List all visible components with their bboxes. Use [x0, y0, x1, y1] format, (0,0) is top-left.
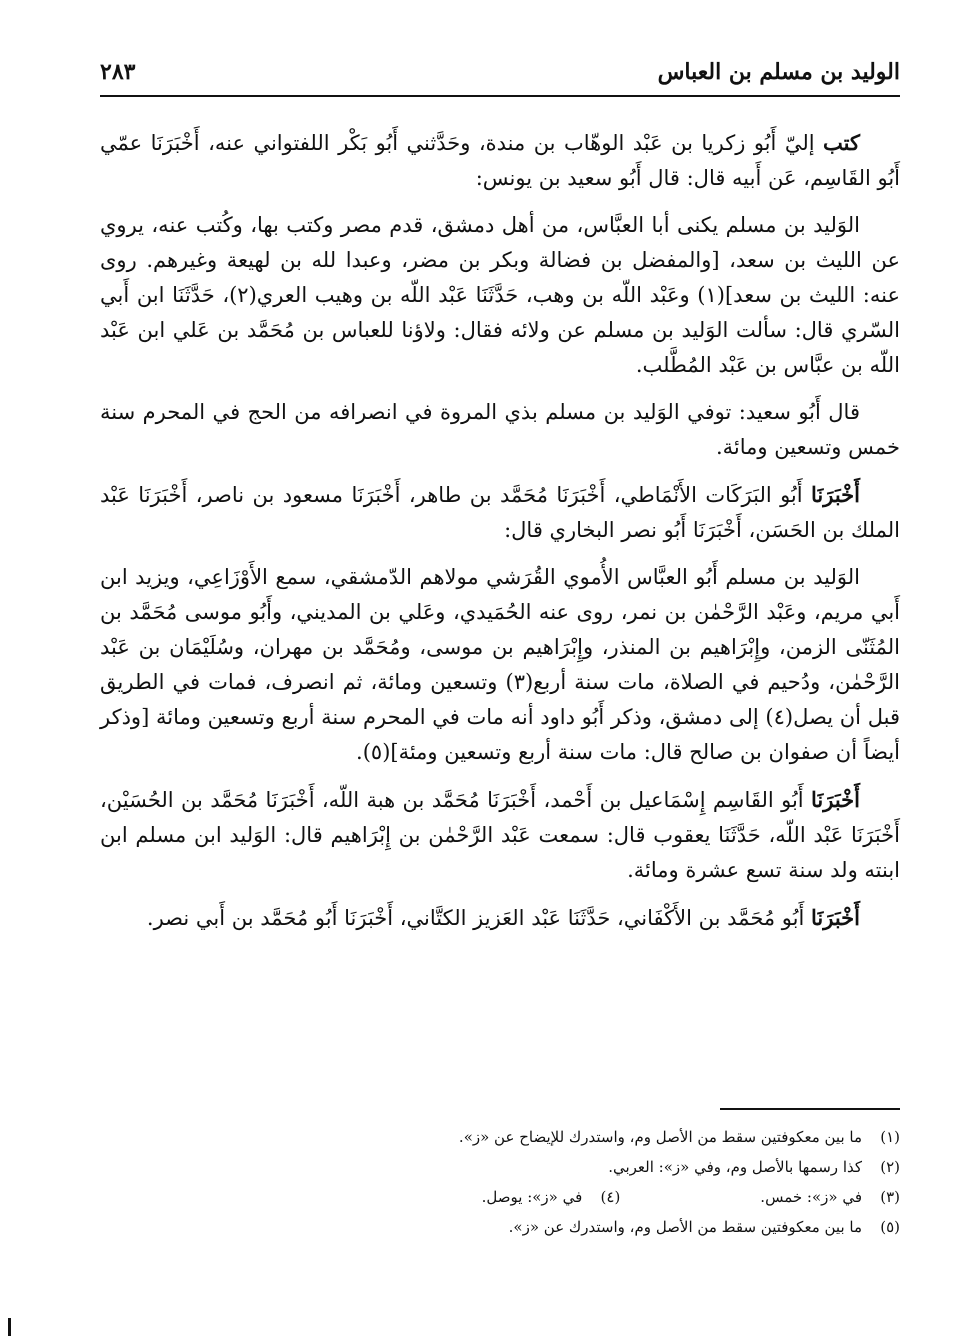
- paragraph: [100, 395, 900, 465]
- running-header: [100, 55, 900, 97]
- scan-edge-mark: [8, 1318, 11, 1336]
- paragraph-text: قال أَبُو سعيد: توفي الوَليد بن مسلم بذي المروة في انصرافه من الحج في المحرم سنة خمس وتسعين ومائة.: [100, 400, 900, 459]
- footnote: [100, 1212, 900, 1242]
- paragraph: [100, 208, 900, 383]
- footnote-number: (٥): [880, 1218, 900, 1236]
- footnotes: [100, 1122, 900, 1242]
- paragraph: [100, 125, 900, 196]
- paragraph-text: الوَليد بن مسلم يكنى أبا العبَّاس، من أهل دمشق، قدم مصر وكتب بها، وكُتب عنه، يروي عن الليث بن سعد، [والمفضل بن فضالة وبكر بن مضر، وعبدا لله بن لهيعة وغيرهم. روى عنه: الليث بن سعد](١) وعَبْد اللّه بن وهب، حَدَّثَنَا عَبْد اللّه بن وهيب العري(٢)، حَدَّثَنَا ابن أَبي السّري قال: سألت الوَليد بن مسلم عن ولائه فقال: ولاؤنا للعباس بن مُحَمَّد بن عَلي ابن عَبْد اللّه بن عبَّاس بن عَبْد المُطَّلب.: [100, 213, 900, 377]
- paragraph: [100, 560, 900, 770]
- footnote-text: في «ز»: خمس.: [760, 1188, 862, 1206]
- paragraph-text: إليّ أَبُو زكريا بن عَبْد الوهّاب بن مندة، وحَدَّثني أَبُو بَكْر اللفتواني عنه، أَخْبَرَنَا عمّي أَبُو القَاسِم، عَن أَبيه قال: قال أَبُو سعيد بن يونس:: [100, 131, 900, 190]
- footnote-text: ما بين معكوفتين سقط من الأصل وم، واستدرك للإيضاح عن «ز».: [458, 1128, 862, 1146]
- paragraph: [100, 782, 900, 888]
- paragraph: [100, 477, 900, 548]
- paragraph-text: أَبُو مُحَمَّد بن الأَكْفَاني، حَدَّثَنَا عَبْد العَزيز الكتَّاني، أَخْبَرَنَا أَبُو مُحَمَّد بن أَبي نصر.: [146, 906, 812, 930]
- paragraph-text: أَبُو القَاسِم إِسْمَاعيل بن أَحْمد، أَخْبَرَنَا مُحَمَّد بن هبة اللّه، أَخْبَرَنَا مُحَمَّد بن الحُسَيْن، أَخْبَرَنَا عَبْد اللّه، حَدَّثَنَا يعقوب قال: سمعت عَبْد الرَّحْمٰن بن إِبْرَاهيم قال: الوَليد ابن مسلم ابن ابنته ولد سنة تسع عشرة ومائة.: [100, 788, 900, 882]
- paragraph-text: أَبُو البَرَكَات الأَنْمَاطي، أَخْبَرَنَا مُحَمَّد بن طاهر، أَخْبَرَنَا مسعود بن ناصر، أَخْبَرَنَا عَبْد الملك بن الحَسَن، أَخْبَرَنَا أَبُو نصر البخاري قال:: [100, 483, 900, 542]
- paragraph-lead: أَخْبَرَنَا: [811, 905, 860, 930]
- paragraph-text: الوَليد بن مسلم أَبُو العبَّاس الأُموي القُرَشي مولاهم الدّمشقي، سمع الأَوْزَاعِي، ويزيد ابن أَبي مريم، وعَبْد الرَّحْمٰن بن نمر، روى عنه الحُمَيدي، وعَلي بن المديني، وأَبُو موسى مُحَمَّد بن المُثَنّى الزمن، وإِبْرَاهيم بن المنذر، وإِبْرَاهيم بن موسى، ومُحَمَّد بن مهران، وسُلَيْمَان بن عَبْد الرَّحْمٰن، ودُحيم في الصلاة، مات سنة أربع(٣) وتسعين ومائة، ثم انصرف، فمات في الطريق قبل أن يصل(٤) إلى دمشق، وذكر أَبُو داود أنه مات في المحرم سنة أربع وتسعين ومائة [وذكر أيضاً أن صفوان بن صالح قال: مات سنة أربع وتسعين ومئة](٥).: [100, 565, 900, 764]
- footnote: [100, 1182, 900, 1212]
- main-text: [100, 125, 900, 948]
- footnote-text: كذا رسمها بالأصل وم، وفي «ز»: العربي.: [608, 1158, 862, 1176]
- footnote-text: في «ز»: يوصل.: [481, 1188, 583, 1206]
- page-number: ٢٨٣: [100, 59, 136, 85]
- footnote-number: (٣): [880, 1188, 900, 1206]
- footnote-divider: [720, 1108, 900, 1110]
- footnote: [100, 1152, 900, 1182]
- paragraph-lead: أَخْبَرَنَا: [811, 787, 860, 812]
- running-title: الوليد بن مسلم بن العباس: [657, 59, 900, 85]
- paragraph: [100, 900, 900, 936]
- footnote: [100, 1122, 900, 1152]
- footnote-number: (١): [880, 1128, 900, 1146]
- paragraph-lead: كتب: [823, 130, 860, 155]
- paragraph-lead: أَخْبَرَنَا: [811, 482, 860, 507]
- footnote-number: (٢): [880, 1158, 900, 1176]
- footnote-text: ما بين معكوفتين سقط من الأصل وم، واستدرك عن «ز».: [508, 1218, 862, 1236]
- footnote-number: (٤): [600, 1188, 621, 1206]
